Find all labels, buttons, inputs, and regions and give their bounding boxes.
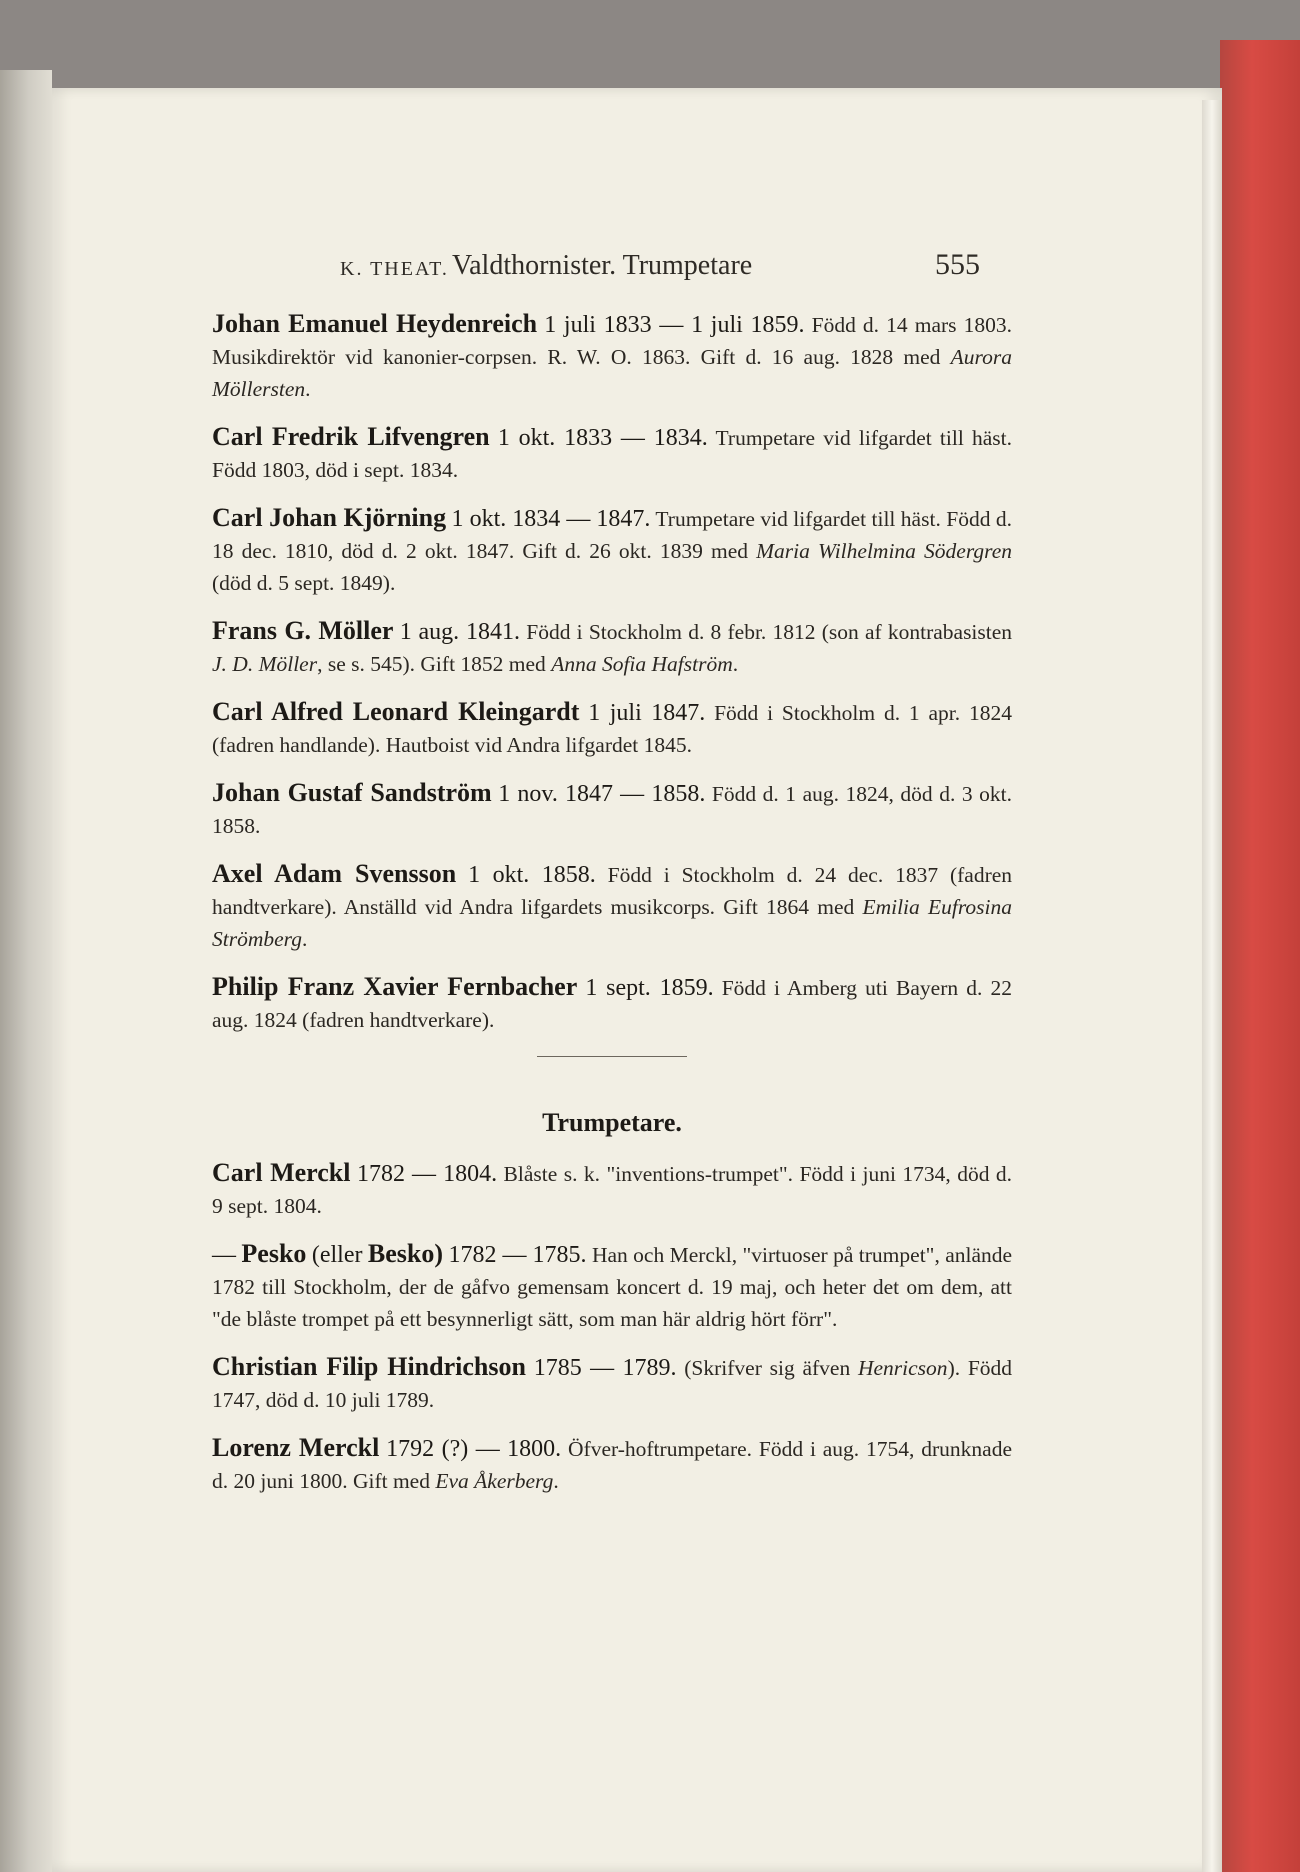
entry-alt-spelling: Henricson [857,1356,948,1380]
entry-name: Carl Johan Kjörning [212,503,447,532]
entry-after: . [301,927,308,951]
entry-kjorning [212,502,1012,599]
entry-name: Pesko [241,1239,307,1268]
entry-dates: 1785 — 1789. [533,1355,677,1381]
page-content [212,308,1012,1513]
entry-dates: 1782 — 1785. [448,1242,587,1268]
entry-dates: 1792 (?) — 1800. [386,1436,562,1462]
entry-text: Han och Merckl, "virtuoser på trumpet", anlände 1782 till Stockholm, der de gåfvo gemensam koncert d. 19 maj, och heter det om dem, att "de blåste trompet på ett besynnerligt sätt, som man här aldrig hört förr". [212,1243,1013,1331]
entry-text: (Skrifver sig äfven [684,1356,851,1380]
book-cover-edge-right [1220,40,1300,1872]
entry-after: . [305,377,311,401]
entry-prefix-dash: — [212,1242,236,1268]
entry-after: . [732,652,739,676]
entry-spouse: Maria Wilhelmina Södergren [756,539,1013,563]
entry-dates: 1 juli 1847. [588,700,706,726]
entry-sandstrom [212,777,1012,842]
entry-text: Blåste s. k. "inventions-trumpet". Född i juni 1734, död d. 9 sept. 1804. [212,1162,1013,1218]
entry-svensson [212,858,1012,955]
entry-name: Johan Emanuel Heydenreich [212,309,538,338]
entry-dates: 1 nov. 1847 — 1858. [498,781,706,807]
entry-spouse: Eva Åkerberg [435,1469,554,1493]
section-divider [537,1056,687,1057]
entry-spouse: Anna Sofia Hafström [551,652,733,676]
entry-spouse: Aurora Möllersten [212,345,1012,401]
book-edge-left [0,70,52,1872]
entry-text: Född i Stockholm d. 1 apr. 1824 (fadren handlande). Hautboist vid Andra lifgardet 1845. [212,701,1012,757]
header-title: Valdthornister. Trumpetare [452,250,753,281]
entry-name: Christian Filip Hindrichson [212,1352,526,1381]
entry-dates: 1 okt. 1834 — 1847. [451,506,651,532]
entry-dates: 1 okt. 1833 — 1834. [497,425,708,451]
entry-text: Öfver-hoftrumpetare. Född i aug. 1754, drunknade d. 20 juni 1800. Gift med [212,1437,1012,1493]
entry-lifvengren [212,421,1012,486]
entry-fernbacher [212,971,1012,1036]
entry-name: Philip Franz Xavier Fernbacher [212,972,578,1001]
entry-text: Född i Stockholm d. 24 dec. 1837 (fadren handtverkare). Anställd vid Andra lifgardets musikcorps. Gift 1864 med [212,863,1013,919]
entry-paren: (eller [311,1242,363,1268]
section-title: Trumpetare. [542,1108,682,1137]
entry-reference-name: J. D. Möller [212,652,318,676]
entry-name: Carl Merckl [212,1158,351,1187]
entry-hindrichson [212,1351,1012,1416]
entry-text: Född i Amberg uti Bayern d. 22 aug. 1824 (fadren handtverkare). [212,976,1012,1032]
entry-text: Född i Stockholm d. 8 febr. 1812 (son af kontrabasisten [526,620,1013,644]
page-number: 555 [935,248,980,281]
entry-lorenz-merckl [212,1432,1012,1497]
entry-text: Född d. 14 mars 1803. Musikdirektör vid kanonier-corpsen. R. W. O. 1863. Gift d. 16 aug. 1828 med [212,313,1012,369]
entry-text: Född d. 1 aug. 1824, död d. 3 okt. 1858. [212,782,1013,838]
entry-dates: 1 sept. 1859. [585,975,714,1001]
entry-after: (död d. 5 sept. 1849). [212,571,396,595]
entry-dates: 1 juli 1833 — 1 juli 1859. [544,312,805,338]
entry-name: Carl Fredrik Lifvengren [212,422,490,451]
entry-after: ). Född 1747, död d. 10 juli 1789. [212,1356,1013,1412]
entry-heydenreich [212,308,1012,405]
entry-name: Lorenz Merckl [212,1433,380,1462]
entry-dates: 1782 — 1804. [356,1161,498,1187]
entry-kleingardt [212,696,1012,761]
entry-dates: 1 aug. 1841. [399,619,521,645]
entry-after: . [553,1469,559,1493]
entry-alt-name: Besko) [367,1239,444,1268]
running-header [340,250,980,290]
entry-name: Axel Adam Svensson [212,859,457,888]
page-fold [1202,100,1222,1872]
entry-dates: 1 okt. 1858. [468,862,596,888]
entry-text: Trumpetare vid lifgardet till häst. Född 1803, död i sept. 1834. [212,426,1012,482]
entry-carl-merckl [212,1157,1012,1222]
entry-after: , se s. 545). Gift 1852 med [317,652,546,676]
entry-spouse: Emilia Eufrosina Strömberg [212,895,1012,951]
entry-name: Johan Gustaf Sandström [212,778,492,807]
entry-name: Frans G. Möller [212,616,394,645]
entry-moller [212,615,1012,680]
entry-name: Carl Alfred Leonard Kleingardt [212,697,580,726]
entry-pesko [212,1238,1012,1335]
header-abbreviation: K. THEAT. [340,258,449,280]
entry-text: Trumpetare vid lifgardet till häst. Född d. 18 dec. 1810, död d. 2 okt. 1847. Gift d. 26 okt. 1839 med [212,507,1012,563]
